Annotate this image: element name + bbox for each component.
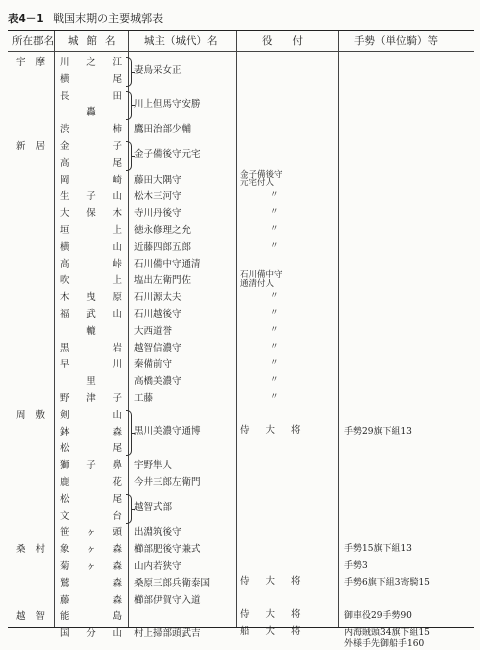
column-divider bbox=[54, 31, 55, 627]
castle-name: 早 川 bbox=[60, 359, 122, 371]
group-brace bbox=[126, 91, 132, 121]
castle-name: 垣 上 bbox=[60, 225, 122, 236]
castle-name: 横 山 bbox=[60, 241, 122, 253]
castle-name: 金 子 bbox=[60, 141, 122, 152]
lord-name: 今井三郎左衛門 bbox=[134, 477, 201, 488]
castle-name: 渋 柿 bbox=[60, 124, 122, 136]
role-text: 〃 bbox=[270, 341, 279, 352]
county-name: 桑村 bbox=[16, 544, 56, 556]
castle-name: 川 之 江 bbox=[60, 57, 122, 68]
role-text: 船大将 bbox=[240, 626, 317, 638]
lord-name: 塩出左衛門佐 bbox=[134, 275, 192, 287]
castle-name: 高 尾 bbox=[60, 157, 122, 169]
group-brace bbox=[126, 141, 132, 171]
castle-name: 笹 ヶ 頭 bbox=[60, 527, 122, 539]
group-brace bbox=[126, 57, 132, 87]
lord-name: 宇野隼人 bbox=[134, 460, 173, 472]
lord-name: 石川越後守 bbox=[134, 309, 182, 320]
castle-name: 大 保 木 bbox=[60, 208, 122, 220]
role-text: 金子備後守 元宅付人 bbox=[240, 169, 283, 189]
castle-name: 里 bbox=[86, 376, 96, 388]
lord-name: 鷹田治部少輔 bbox=[134, 124, 192, 136]
force-text: 御車役29手勢90 bbox=[344, 611, 412, 622]
lord-name: 高橋美濃守 bbox=[134, 376, 182, 388]
castle-name: 轟 bbox=[86, 107, 96, 119]
lord-name: 妻鳥采女正 bbox=[134, 64, 182, 76]
castle-name: 横 尾 bbox=[60, 73, 122, 85]
role-text: 侍大将 bbox=[240, 424, 317, 436]
castle-name: 国 分 山 bbox=[60, 628, 122, 640]
county-name: 宇摩 bbox=[16, 57, 56, 68]
column-divider bbox=[128, 31, 129, 627]
castle-name: 象 ヶ 森 bbox=[60, 544, 122, 556]
lord-name: 山内若狭守 bbox=[134, 561, 182, 572]
castle-name: 獅 子 鼻 bbox=[60, 460, 122, 472]
table-number: 表4－1 bbox=[8, 13, 44, 25]
lord-name: 桑原三郎兵衛泰国 bbox=[134, 577, 211, 589]
force-text: 外様手先御船手160 bbox=[344, 639, 425, 649]
header-role: 役付 bbox=[262, 35, 323, 47]
lord-name: 秦備前守 bbox=[134, 359, 173, 371]
lord-name: 近藤四郎五郎 bbox=[134, 241, 192, 253]
role-text: 〃 bbox=[270, 358, 279, 369]
castle-name: 文 台 bbox=[60, 510, 122, 522]
role-text: 〃 bbox=[270, 190, 279, 201]
header-pref: 所在郡名 bbox=[12, 35, 54, 47]
lord-name: 大西道誉 bbox=[134, 325, 173, 337]
lord-name: 藤田大隅守 bbox=[134, 174, 182, 186]
county-name: 新居 bbox=[16, 141, 56, 152]
header-castle: 城館名 bbox=[68, 35, 124, 47]
role-text: 〃 bbox=[270, 291, 279, 302]
role-text: 〃 bbox=[270, 392, 279, 402]
lord-name: 石川備中守通清 bbox=[134, 258, 201, 270]
castle-name: 鉢 森 bbox=[60, 426, 122, 438]
force-text: 手勢29旗下組13 bbox=[344, 426, 412, 437]
lord-name: 越智式部 bbox=[134, 501, 173, 513]
lord-name: 櫛部伊賀守入道 bbox=[134, 594, 201, 606]
force-text: 内海賊頭34旗下組15 bbox=[344, 628, 430, 639]
group-brace bbox=[126, 494, 132, 524]
lord-name: 出淵筑後守 bbox=[134, 527, 182, 539]
table-title bbox=[8, 10, 163, 26]
castle-name: 鹿 花 bbox=[60, 477, 122, 488]
lord-name: 寺川丹後守 bbox=[134, 208, 182, 220]
lord-name: 越智信濃守 bbox=[134, 342, 182, 354]
castle-name: 高 峠 bbox=[60, 258, 122, 270]
castle-table bbox=[8, 30, 474, 649]
lord-name: 石川源太夫 bbox=[134, 292, 182, 304]
castle-name: 木 曳 原 bbox=[60, 292, 122, 304]
castle-name: 生 子 山 bbox=[60, 191, 122, 203]
castle-name: 能 島 bbox=[60, 611, 122, 623]
castle-name: 吹 上 bbox=[60, 275, 122, 287]
castle-name: 轆 bbox=[86, 325, 96, 337]
force-text: 手勢15旗下組13 bbox=[344, 544, 412, 555]
role-text: 〃 bbox=[270, 324, 279, 335]
castle-name: 野 津 子 bbox=[60, 393, 122, 404]
force-text: 手勢3 bbox=[344, 561, 368, 571]
lord-name: 徳永修理之允 bbox=[134, 225, 192, 236]
castle-name: 松 尾 bbox=[60, 443, 122, 455]
lord-name: 櫛部肥後守兼式 bbox=[134, 544, 201, 556]
castle-name: 松 尾 bbox=[60, 493, 122, 505]
county-name: 周敷 bbox=[16, 409, 56, 421]
castle-name: 福 武 山 bbox=[60, 309, 122, 320]
role-text: 〃 bbox=[270, 224, 279, 234]
lord-name: 村上掃部頭武吉 bbox=[134, 628, 201, 640]
lord-name: 工藤 bbox=[134, 393, 154, 404]
group-brace bbox=[126, 410, 132, 457]
role-text: 〃 bbox=[270, 308, 279, 318]
castle-name: 剣 山 bbox=[60, 409, 122, 421]
castle-name: 岡 崎 bbox=[60, 174, 122, 186]
castle-name: 長 田 bbox=[60, 90, 122, 102]
role-text: 〃 bbox=[270, 207, 279, 218]
castle-name: 菊 ヶ 森 bbox=[60, 561, 122, 572]
header-lord: 城主（城代）名 bbox=[144, 35, 218, 47]
castle-name: 藤 森 bbox=[60, 594, 122, 606]
header-divider bbox=[8, 51, 474, 52]
role-text: 〃 bbox=[270, 240, 279, 251]
lord-name: 川上但馬守安勝 bbox=[134, 98, 201, 110]
column-divider bbox=[338, 31, 339, 627]
castle-name: 鷲 森 bbox=[60, 577, 122, 589]
lord-name: 松木三河守 bbox=[134, 191, 182, 203]
county-name: 越智 bbox=[16, 611, 56, 623]
force-text: 手勢6旗下組3寄騎15 bbox=[344, 577, 430, 588]
role-text: 〃 bbox=[270, 375, 279, 386]
role-text: 石川備中守 通清付人 bbox=[240, 270, 283, 289]
table-caption: 戦国末期の主要城郭表 bbox=[53, 12, 164, 25]
lord-name: 黒川美濃守通博 bbox=[134, 426, 201, 438]
column-divider bbox=[236, 31, 237, 627]
header-force: 手勢（単位騎）等 bbox=[354, 35, 438, 47]
castle-name: 黒 岩 bbox=[60, 342, 122, 354]
lord-name: 金子備後守元宅 bbox=[134, 148, 201, 160]
role-text: 侍大将 bbox=[240, 609, 317, 621]
role-text: 侍大将 bbox=[240, 575, 317, 587]
